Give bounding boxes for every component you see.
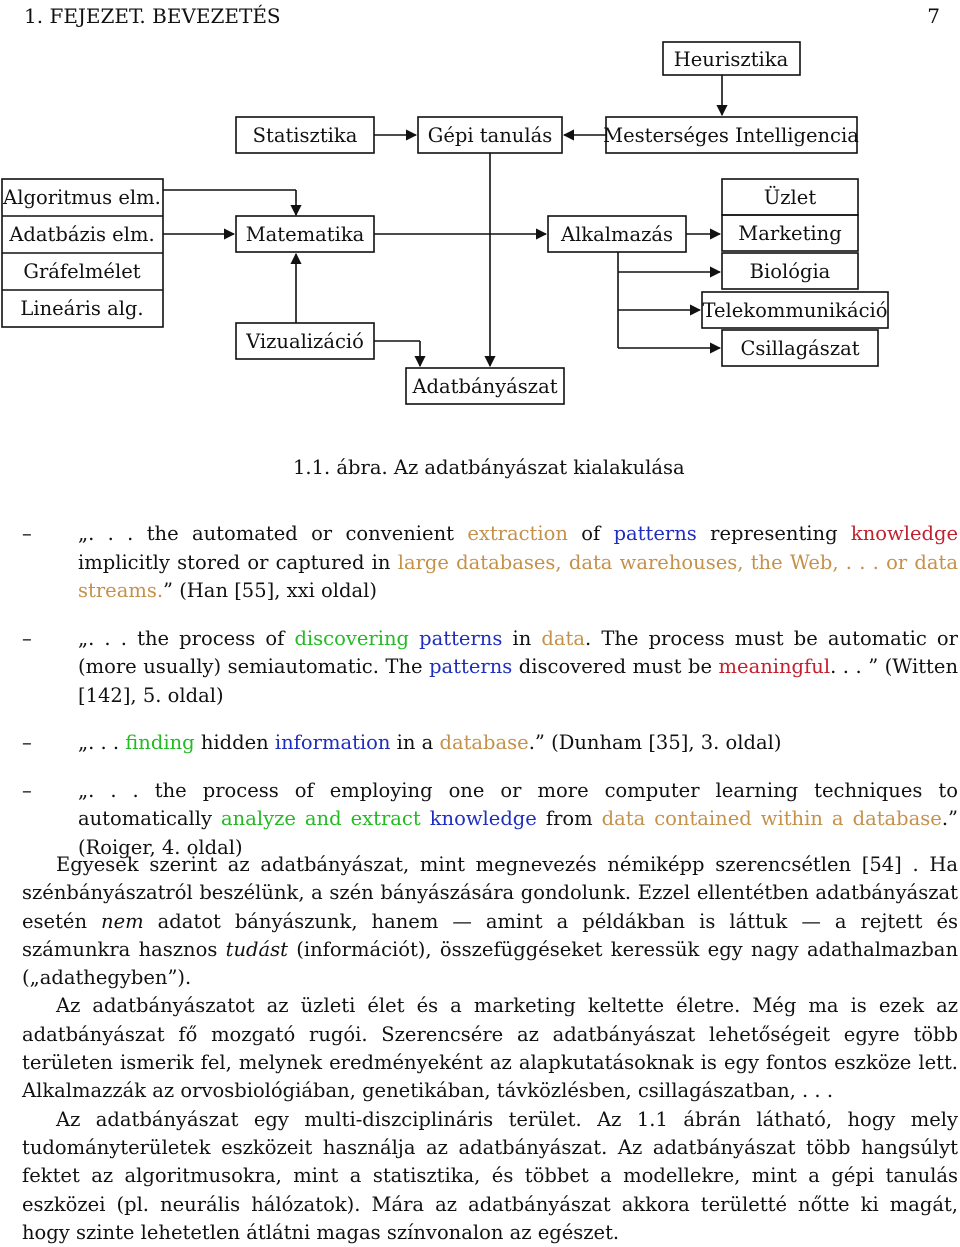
caption-label: 1.1. ábra.	[293, 456, 388, 479]
label-statisztika: Statisztika	[252, 124, 358, 147]
quote-text: in	[502, 626, 542, 650]
highlight-term: discovering	[294, 626, 409, 650]
quote-citation: . . . ” (Witten [142], 5. oldal)	[78, 655, 958, 707]
emphasis: nem	[101, 909, 144, 933]
highlight-term: information	[274, 731, 391, 754]
quote-text	[421, 807, 430, 830]
label-marketing: Marketing	[738, 222, 842, 245]
quote-citation: .” (Roiger, 4. oldal)	[78, 807, 958, 859]
label-heurisztika: Heurisztika	[673, 48, 789, 71]
label-csillagaszat: Csillagászat	[740, 337, 860, 360]
paragraph-text: (információt), összefüggéseket keressük egy nagy adathalmazban („adathegyben”).	[22, 937, 958, 990]
highlight-term: database	[439, 731, 529, 754]
list-item	[22, 777, 958, 863]
paragraph: Az adatbányászatot az üzleti élet és a marketing keltette életre. Még ma is ezek az adatbányászat fő mozgató rugói. Szerencsére az adatbányászat lehetőségeit egyre több területen ismerik fel, melynek eredményeként az alapkutatásoknak is egy fontos eszköze lett. Alkalmazzák az orvosbiológiában, genetikában, távközlésben, csillagászatban, . . .	[22, 994, 958, 1103]
label-gepi-tanulas: Gépi tanulás	[427, 124, 553, 147]
list-item	[22, 729, 958, 758]
label-algoritmus: Algoritmus elm.	[3, 186, 161, 209]
paragraph: Az adatbányászat egy multi-diszciplináris terület. Az 1.1 ábrán látható, hogy mely tudományterületek eszközeit használja az adatbányászat. Az adatbányászat több hangsúlyt fektet az algoritmusokra, mint a statisztika, és többet a modellekre, mint a gépi tanulás eszközei (pl. neurális hálózatok). Mára az adatbányászat akkora területté nőtte ki magát, hogy szinte lehetetlen átlátni magas színvonalon az egészet.	[22, 1107, 958, 1244]
page-number: 7	[927, 4, 940, 28]
paragraph-text: adatot bányászunk, hanem — amint a példákban is láttuk — a rejtett és számunkra hasznos	[22, 909, 958, 961]
highlight-term: analyze and extract	[221, 807, 421, 830]
quote-citation: .” (Dunham [35], 3. oldal)	[528, 731, 782, 754]
bullet-dash: –	[22, 778, 32, 802]
label-mi: Mesterséges Intelligencia	[603, 124, 859, 147]
bullet-dash: –	[22, 626, 32, 650]
highlight-term: data contained within a database	[601, 807, 942, 830]
paragraph	[22, 851, 958, 992]
quote-text: „. . . the process of employing one or more computer learning techniques to automatically	[78, 778, 958, 830]
list-item	[22, 625, 958, 711]
quote-text: of	[567, 522, 614, 545]
quote-text: discovered must be	[512, 655, 719, 678]
quote-text	[409, 627, 419, 650]
caption-text: Az adatbányászat kialakulása	[393, 456, 685, 479]
label-adatbanyaszat: Adatbányászat	[412, 375, 558, 398]
highlight-term: large databases, data warehouses, the Web, . . . or data streams.	[78, 550, 958, 602]
highlight-term: data	[541, 626, 585, 650]
paragraph-text: Egyesek szerint az adatbányászat, mint megnevezés némiképp szerencsétlen [54] . Ha szénbányászatról beszélünk, a szén bányászására gondolunk. Ezzel ellentétben adatbányászat esetén	[22, 853, 958, 933]
bullet-dash: –	[22, 731, 32, 754]
bullet-dash: –	[22, 522, 32, 545]
data-mining-origins-diagram	[0, 38, 960, 410]
body-text	[22, 851, 958, 1247]
label-telekommunikacio: Telekommunikáció	[702, 299, 888, 322]
highlight-term: finding	[125, 731, 195, 754]
quote-text: „. . .	[78, 731, 126, 754]
label-alkalmazas: Alkalmazás	[560, 223, 674, 246]
label-vizualizacio: Vizualizáció	[246, 330, 364, 353]
highlight-term: meaningful	[718, 655, 831, 678]
quote-citation: ” (Han [55], xxi oldal)	[163, 579, 377, 602]
label-biologia: Biológia	[749, 260, 831, 283]
quote-text: from	[536, 807, 602, 830]
quote-text: implicitly stored or captured in	[78, 550, 398, 574]
label-linearis: Lineáris alg.	[20, 297, 144, 320]
quote-text: „. . . the process of	[78, 626, 295, 650]
highlight-term: knowledge	[850, 522, 958, 545]
quote-text: hidden	[194, 731, 275, 754]
label-uzlet: Üzlet	[763, 186, 817, 209]
chapter-title: 1. FEJEZET. BEVEZETÉS	[24, 4, 281, 28]
quote-text: in a	[390, 731, 440, 754]
page-header	[0, 4, 960, 34]
quote-text: representing	[696, 522, 851, 545]
emphasis: tudást	[225, 937, 288, 961]
label-adatbazis: Adatbázis elm.	[9, 223, 155, 246]
label-matematika: Matematika	[245, 223, 365, 246]
highlight-term: extraction	[467, 522, 568, 545]
list-item	[22, 520, 958, 606]
label-grafelmelet: Gráfelmélet	[23, 260, 141, 283]
highlight-term: knowledge	[429, 807, 537, 830]
quote-text: . The process must be automatic or (more usually) semiautomatic. The	[78, 626, 958, 678]
figure-caption	[293, 456, 685, 479]
definition-list	[22, 520, 958, 881]
highlight-term: patterns	[419, 626, 503, 650]
highlight-term: patterns	[429, 655, 513, 678]
quote-text: „. . . the automated or convenient	[78, 522, 468, 545]
highlight-term: patterns	[613, 522, 697, 545]
